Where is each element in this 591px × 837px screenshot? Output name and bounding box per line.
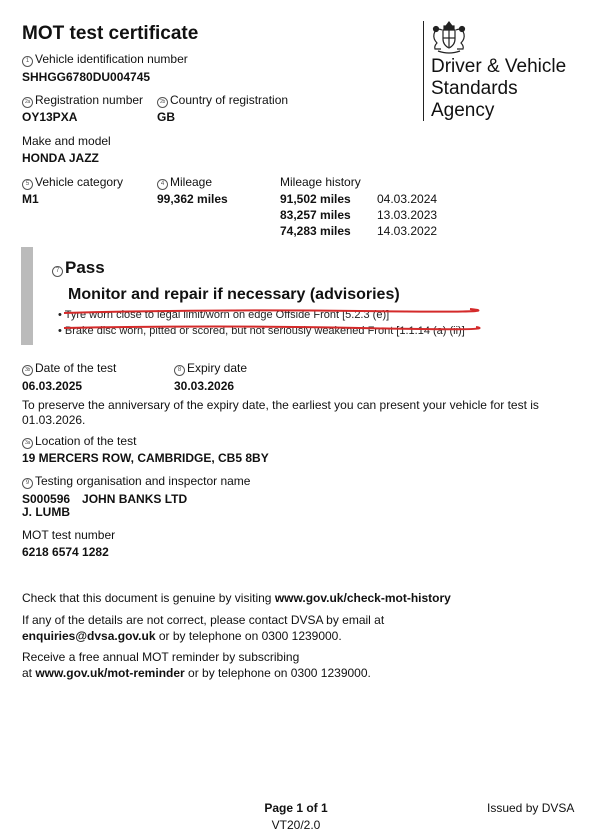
country-label: [157, 93, 288, 108]
mileage-value: 99,362 miles: [157, 192, 228, 206]
list-item: [280, 224, 437, 240]
anniversary-note: [22, 398, 562, 428]
testing-organisation-value: [22, 492, 187, 506]
reminder-prefix: at: [22, 666, 36, 680]
reminder-tail: or by telephone on 0300 1239000.: [184, 666, 371, 680]
field-number-badge: 3a: [22, 438, 33, 449]
mot-test-number-label: MOT test number: [22, 528, 116, 542]
field-number-badge: 2a: [22, 97, 33, 108]
agency-name-line: Driver & Vehicle: [431, 56, 567, 77]
organisation-name: JOHN BANKS LTD: [82, 492, 188, 506]
field-number-badge: 7: [52, 266, 63, 277]
mileage-history-label: Mileage history: [280, 175, 361, 189]
field-number-badge: 3b: [22, 365, 33, 376]
list-item: [280, 208, 437, 224]
advisory-suffix: (a) (ii)]: [429, 325, 465, 337]
mot-test-number-value: 6218 6574 1282: [22, 545, 109, 559]
field-number-badge: 4: [157, 179, 168, 190]
advisory-text: Tyre worn close to legal limit/worn on edge Offside Front [5.2.3 (e)]: [64, 309, 390, 321]
strikethrough-line: [64, 327, 480, 330]
history-miles: 91,502 miles: [280, 192, 351, 206]
anniversary-note-line: To preserve the anniversary of the expiry date, the earliest you can present your vehicle for test is: [22, 398, 539, 412]
make-model-label: Make and model: [22, 134, 111, 148]
location-label-text: Location of the test: [35, 434, 137, 448]
field-number-badge: 8: [174, 365, 185, 376]
reminder-line: [22, 665, 371, 681]
issued-by: Issued by DVSA: [487, 801, 575, 815]
contact-tail: or by telephone on 0300 1239000.: [155, 629, 342, 643]
advisory-item: • Brake disc worn, pitted or scored, but not seriously weakened Front [1.1.14 (a) (ii)]: [58, 325, 465, 337]
anniversary-note-line: 01.03.2026.: [22, 413, 86, 427]
vehicle-category-value: M1: [22, 192, 39, 206]
country-value: GB: [157, 110, 175, 124]
registration-label-text: Registration number: [35, 93, 144, 107]
list-item: [280, 192, 437, 208]
mileage-history-list: [280, 192, 437, 240]
advisory-text: Brake disc worn, pitted or scored, but not seriously weakened Front [1.1.14: [64, 325, 430, 337]
testing-organisation-label-text: Testing organisation and inspector name: [35, 474, 251, 488]
page-number: Page 1 of 1: [264, 801, 328, 815]
history-miles: 83,257 miles: [280, 208, 351, 222]
expiry-date-value: 30.03.2026: [174, 379, 235, 393]
test-date-label: [22, 361, 116, 376]
location-value: 19 MERCERS ROW, CAMBRIDGE, CB5 8BY: [22, 451, 269, 465]
expiry-date-label: [174, 361, 247, 376]
reminder-text: [22, 649, 371, 681]
mileage-label: [157, 175, 212, 190]
contact-line: [22, 628, 384, 644]
vehicle-category-label: [22, 175, 123, 190]
testing-organisation-label: [22, 474, 250, 489]
make-model-value: HONDA JAZZ: [22, 151, 99, 165]
strikethrough-marks: [60, 304, 490, 334]
form-code: VT20/2.0: [271, 818, 321, 832]
expiry-date-label-text: Expiry date: [187, 361, 248, 375]
history-date: 04.03.2024: [377, 192, 438, 206]
field-number-badge: 5: [22, 179, 33, 190]
mot-reminder-link[interactable]: www.gov.uk/mot-reminder: [35, 666, 185, 680]
country-label-text: Country of registration: [170, 93, 289, 107]
vehicle-category-label-text: Vehicle category: [35, 175, 124, 189]
contact-line: If any of the details are not correct, please contact DVSA by email at: [22, 613, 385, 627]
location-label: [22, 434, 136, 449]
result-bar: [21, 247, 33, 345]
agency-name: [431, 56, 566, 122]
check-mot-history-link[interactable]: www.gov.uk/check-mot-history: [274, 591, 451, 605]
field-number-badge: 1: [22, 56, 33, 67]
field-number-badge: 2b: [157, 97, 168, 108]
vin-label-text: Vehicle identification number: [35, 52, 188, 66]
mileage-label-text: Mileage: [170, 175, 213, 189]
reminder-line: Receive a free annual MOT reminder by subscribing: [22, 650, 300, 664]
advisory-heading: Monitor and repair if necessary (advisories): [68, 286, 400, 303]
registration-value: OY13PXA: [22, 110, 78, 124]
contact-text: [22, 612, 384, 644]
agency-divider: [423, 21, 424, 121]
test-date-label-text: Date of the test: [35, 361, 117, 375]
test-date-value: 06.03.2025: [22, 379, 83, 393]
genuine-check-prefix: Check that this document is genuine by visiting: [22, 591, 275, 605]
strikethrough-line: [64, 309, 478, 313]
royal-coat-of-arms-icon: [430, 20, 468, 54]
vin-label: [22, 52, 188, 67]
inspector-name: J. LUMB: [22, 505, 70, 519]
vin-value: SHHGG6780DU004745: [22, 70, 151, 84]
history-miles: 74,283 miles: [280, 224, 351, 238]
advisory-item: • Tyre worn close to legal limit/worn on edge Offside Front [5.2.3 (e)]: [58, 309, 390, 321]
result-status: [52, 258, 105, 278]
result-status-text: Pass: [65, 258, 105, 277]
history-date: 13.03.2023: [377, 208, 438, 222]
agency-name-line: Agency: [431, 100, 495, 121]
contact-email-link[interactable]: enquiries@dvsa.gov.uk: [22, 629, 156, 643]
registration-label: [22, 93, 143, 108]
organisation-code: S000596: [22, 492, 71, 506]
history-date: 14.03.2022: [377, 224, 438, 238]
agency-name-line: Standards: [431, 78, 518, 99]
page-title: MOT test certificate: [22, 23, 199, 44]
genuine-check-text: [22, 591, 451, 605]
field-number-badge: 9: [22, 478, 33, 489]
